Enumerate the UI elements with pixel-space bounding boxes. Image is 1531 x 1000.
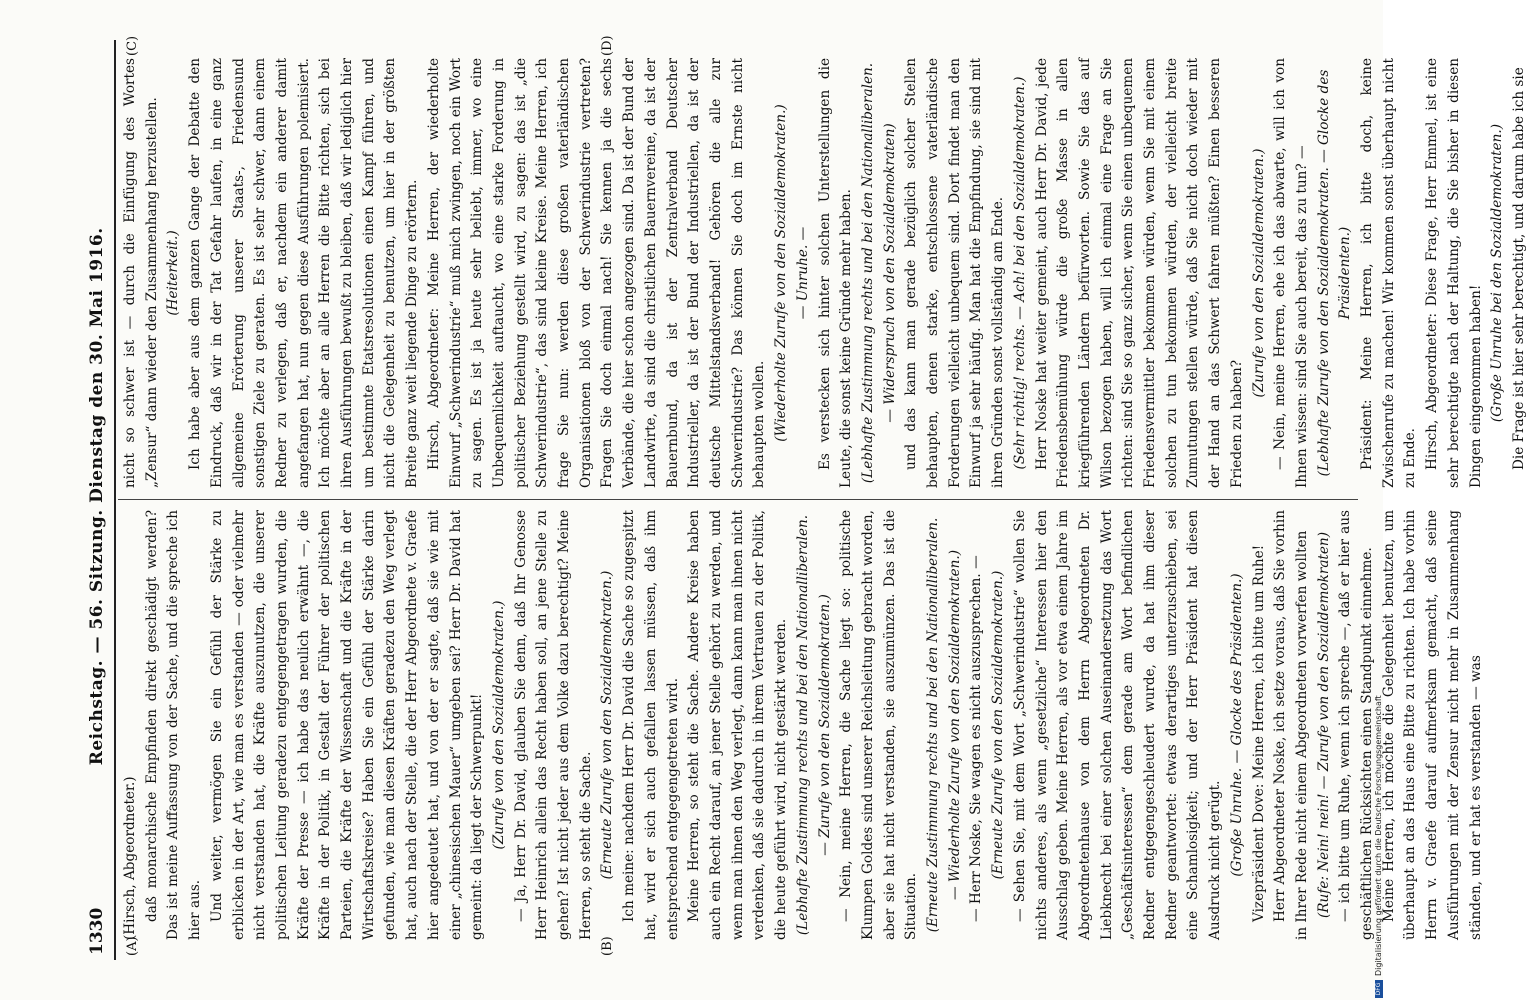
page-number: 1330 (87, 907, 107, 955)
paragraph: — Herr Noske, Sie wagen es nicht auszusprechen. — (968, 555, 985, 922)
paragraph: (Hirsch, Abgeordneter.) (122, 776, 138, 940)
paragraph: — Nein, meine Herren, ehe ich das abwarte, will ich von Ihnen wissen: sind Sie auch bereit, das zu tun? — (1272, 58, 1310, 488)
stage-direction: (Rufe: Nein! nein! — Zurufe von den Sozialdemokraten) (1315, 532, 1332, 918)
header-rule (114, 40, 116, 960)
column-divider (118, 499, 1358, 500)
stage-direction: (Große Unruhe. — Glocke des Präsidenten.) (1228, 573, 1245, 877)
stage-direction: (Erneute Zurufe von den Sozialdemokraten.) (990, 570, 1007, 880)
paragraph: und das kann man gerade bezüglich solcher Stellen behaupten, denen starke, entschlossene vaterländische Forderungen vielleicht unbequem sind. Dort findet man den Einwurf ja sehr häufig. Man hat die Empfindung, sie sind mit ihren Gründen sonst vollständig am Ende. (903, 58, 1007, 488)
paragraph: — Ja, Herr Dr. David, glauben Sie denn, daß Ihr Genosse Herr Heinrich allein das Recht haben soll, an jene Stelle zu gehen? Ist nicht jeder aus dem Volke dazu berechtigt? Meine Herren, so steht die Sache. (512, 510, 594, 940)
paragraph: Hirsch, Abgeordneter: Diese Frage, Herr Emmel, ist eine sehr berechtigte nach der Haltung, die Sie bisher in diesen Dingen eingenommen haben! (1424, 58, 1484, 488)
stage-direction: (Lebhafte Zurufe von den Sozialdemokraten. — Glocke des Präsidenten.) (1315, 69, 1354, 477)
stage-direction: (Erneute Zurufe von den Sozialdemokraten.) (599, 570, 616, 880)
paragraph: Vizepräsident Dove: Meine Herren, ich bitte um Ruhe! (1250, 544, 1267, 922)
page-title: Reichstag. — 56. Sitzung. Dienstag den 30. Mai 1916. (87, 227, 107, 766)
paragraph: Die Frage ist hier sehr berechtigt, und darum habe ich sie (1511, 67, 1527, 470)
stage-direction: (Zurufe von den Sozialdemokraten.) (1250, 148, 1267, 398)
paragraph: daß monarchische Empfinden direkt geschädigt werden? Das ist meine Auffassung von der Sache, und die spreche ich hier aus. (143, 510, 204, 940)
paragraph: Präsident: Meine Herren, ich bitte doch, keine Zwischenrufe zu machen! Wir kommen sonst überhaupt nicht zu Ende. (1359, 58, 1419, 488)
paragraph: nicht so schwer ist — durch die Einfügung des Wortes „Zensur“ dann wieder den Zusammenhang herzustellen. (122, 58, 160, 488)
paragraph: Meine Herren, so steht die Sache. Andere Kreise haben auch ein Recht darauf, an jener Stelle gehört zu werden, und wenn man ihnen den Weg verlegt, dann kann man ihnen nicht verdenken, daß sie dadurch in ihrem Vertrauen zu der Politik, die heute geführt wird, nicht gestärkt werden. (686, 510, 790, 940)
paragraph: Ich habe aber aus dem ganzen Gange der Debatte den Eindruck, daß wir in der Tat Gefahr laufen, in eine ganz allgemeine Erörterung unserer Staats-, Friedensund sonstigen Ziele zu geraten. Es ist sehr schwer, dann einem Redner zu verlegen, daß er, nachdem ein anderer damit angefangen hat, nun gegen diese Ausführungen polemisiert. Ich möchte aber an alle Herren die Bitte richten, sich bei ihren Ausführungen bewußt zu bleiben, daß wir lediglich hier um bestimmte Etatsresolutionen einen Kampf führen, und nicht die Gelegenheit zu benutzen, um hier in der größten Breite ganz weit liegende Dinge zu erörtern. (187, 58, 421, 488)
margin-mark-a: (A) (125, 936, 140, 956)
paragraph: Hirsch, Abgeordneter: Meine Herren, der wiederholte Einwurf „Schwerindustrie“ muß mich zwingen, noch ein Wort zu sagen. Es ist ja heute sehr beliebt, immer, wo eine Unbequemlichkeit auftaucht, wo eine starke Forderung in politischer Beziehung gestellt wird, zu sagen: das ist „die Schwerindustrie“, das sind kleine Kreise. Meine Herren, ich frage Sie nun: werden diese großen vaterländischen Organisationen bloß von der Schwerindustrie vertreten? Fragen Sie doch einmal nach! Sie kennen ja die sechs Verbände, die hier schon angezogen sind. Da ist der Bund der Landwirte, da sind die christlichen Bauernvereine, da ist der Bauernbund, da ist der Zentralverband Deutscher Industrieller, da ist der Bund der Industriellen, da ist der deutsche Mittelstandsverband! Gehören die alle zur Schwerindustrie? Das können Sie doch im Ernste nicht behaupten wollen. (425, 58, 768, 488)
right-column (120, 58, 1527, 488)
paragraph: Und weiter, vermögen Sie ein Gefühl der Stärke zu erblicken in der Art, wie man es verstanden — oder vielmehr nicht verstanden hat, die Kräfte auszunutzen, die unserer politischen Leitung geradezu entgegengetragen wurden, die Kräfte der Presse — ich habe das neulich erwähnt —, die Kräfte in der Politik, in Gestalt der Führer der politischen Parteien, die Kräfte der Wissenschaft und die Kräfte in der Wirtschaftskreise? Haben Sie ein Gefühl der Stärke darin gefunden, wie man diesen Kräften geradezu den Weg verlegt hat, auch nach der Stelle, die der Herr Abgeordnete v. Graefe hier angedeutet hat, und von der er sagte, daß sie wie mit einer „chinesischen Mauer“ umgeben sei? Herr Dr. David hat gemeint: da liegt der Schwerpunkt! (208, 510, 486, 940)
footer-text: Digitalisierung gefördert durch die Deutsche Forschungsgemeinschaft (1374, 695, 1383, 976)
paragraph: Ich meine: nachdem Herr Dr. David die Sache so zugespitzt hat, wird er sich auch gefallen lassen müssen, daß ihm entsprechend entgegengetreten wird. (621, 510, 681, 940)
dfg-logo-icon: DFG (1375, 980, 1383, 998)
page-header (85, 45, 109, 955)
stage-direction: — Unruhe. — (794, 226, 811, 320)
stage-direction: (Sehr richtig! rechts. — Ach! bei den Sozialdemokraten.) (1011, 76, 1028, 470)
stage-direction: (Große Unruhe bei den Sozialdemokraten.) (1489, 123, 1506, 423)
stage-direction: (Lebhafte Zustimmung rechts und bei den Nationalliberalen. — Zurufe von den Sozialdemokraten.) (794, 514, 833, 936)
paragraph: Herr Abgeordneter Noske, ich setze voraus, daß Sie vorhin in Ihrer Rede nicht einem Abgeordneten vorwerfen wollten (1272, 510, 1310, 940)
paragraph: — Sehen Sie, mit dem Wort „Schwerindustrie“ wollen Sie nichts anderes, als wenn „gesetzliche“ Interessen hier den Ausschlag geben. Meine Herren, als vor etwa einem Jahre im Abgeordnetenhause von dem Herrn Abgeordneten Dr. Liebknecht bei einer solchen Auseinandersetzung das Wort „Geschäftsinteressen“ dem gerade am Wort befindlichen Redner entgegengeschleudert wurde, da hat ihm dieser Redner geantwortet: etwas derartiges unterzuschieben, sei eine Schamlosigkeit; und der Herr Präsident hat diesen Ausdruck nicht gerügt. (1011, 510, 1224, 940)
margin-mark-c: (C) (125, 35, 140, 56)
stage-direction: (Heiterkeit.) (165, 230, 182, 316)
margin-mark-d: (D) (600, 35, 615, 56)
paragraph: Herr Noske hat weiter gemeint, auch Herr Dr. David, jede Friedensbemühung würde die große Masse in allen kriegführenden Ländern befürworten. Sowie Sie das auf Wilson bezogen haben, will ich einmal eine Frage an Sie richten: sind Sie so ganz sicher, wenn Sie einen unbequemen Friedensvermittler bekommen würden, wenn Sie mit einem solchen zu tun bekommen würden, der vielleicht breite Zumutungen stellen würde, daß Sie nicht doch wieder mit der Hand an das Schwert fahren müßten? Einen besseren Frieden zu haben? (1033, 58, 1245, 488)
stage-direction: (Wiederholte Zurufe von den Sozialdemokraten.) (773, 104, 790, 442)
stage-direction: (Lebhafte Zustimmung rechts und bei den Nationalliberalen. — Widerspruch von den Sozialdemokraten) (859, 62, 898, 484)
footer (1374, 0, 1383, 1000)
paragraph: — Nein, meine Herren, die Sache liegt so: politische Klumpen Goldes sind unserer Reichsleitung gebracht worden, aber sie hat nicht verstanden, sie auszumünzen. Das ist die Situation. (838, 510, 920, 940)
paragraph: Es verstecken sich hinter solchen Unterstellungen die Leute, die sonst keine Gründe mehr haben. (816, 58, 855, 488)
margin-mark-b: (B) (600, 936, 615, 956)
stage-direction: (Zurufe von den Sozialdemokraten.) (490, 600, 507, 850)
paragraph: Meine Herren, ich möchte die Gelegenheit benutzen, um überhaupt an das Haus eine Bitte zu richten. Ich habe vorhin Herrn v. Graefe darauf aufmerksam gemacht, daß seine Ausführungen mit der Zensur nicht mehr in Zusammenhang ständen, und er hat es verstanden — was (1380, 510, 1484, 940)
stage-direction: (Erneute Zustimmung rechts und bei den Nationalliberalen. — Wiederholte Zurufe von den Sozialdemokraten.) (925, 517, 963, 933)
paragraph: — ich bitte um Ruhe, wenn ich spreche —, daß er hier aus geschäftlichen Rücksichten einen Standpunkt einnehme. (1337, 510, 1376, 940)
